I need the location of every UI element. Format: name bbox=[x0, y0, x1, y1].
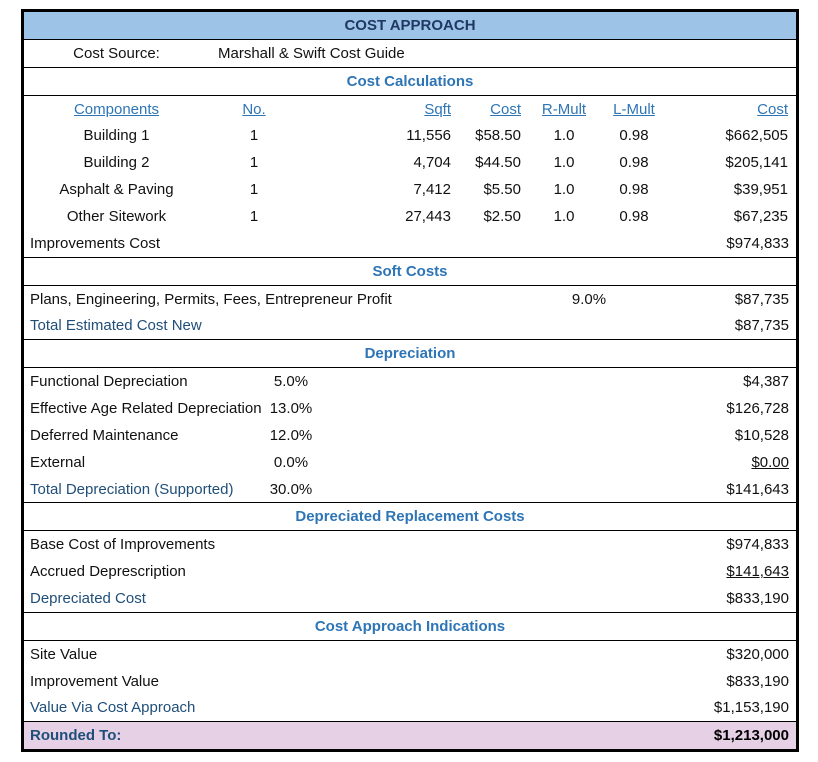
cost-approach-sheet bbox=[21, 9, 799, 752]
total-estimated-cost-new-row bbox=[24, 312, 796, 339]
section-title-text: Cost Calculations bbox=[346, 72, 474, 90]
line-total: $39,951 bbox=[733, 181, 788, 199]
replacement-label: Base Cost of Improvements bbox=[30, 536, 216, 554]
r-mult-value: 1.0 bbox=[553, 154, 575, 172]
r-mult-value: 1.0 bbox=[553, 207, 575, 225]
depreciated-cost-label: Depreciated Cost bbox=[30, 589, 146, 607]
soft-cost-value: $87,735 bbox=[734, 290, 789, 308]
quantity: 1 bbox=[249, 207, 259, 225]
component-name: Building 2 bbox=[83, 154, 150, 172]
depreciation-label: Functional Depreciation bbox=[30, 373, 188, 391]
component-name: Other Sitework bbox=[66, 207, 167, 225]
indication-label: Improvement Value bbox=[30, 672, 159, 690]
col-header-cost: Cost bbox=[490, 100, 521, 118]
total-depreciation-value: $141,643 bbox=[726, 480, 789, 498]
indication-value: $833,190 bbox=[726, 672, 789, 690]
sqft-value: 11,556 bbox=[406, 127, 451, 145]
table-row-soft-costs bbox=[24, 286, 796, 313]
sqft-value: 7,412 bbox=[413, 181, 451, 199]
section-title-text: Depreciation bbox=[364, 345, 456, 363]
depreciation-percent: 12.0% bbox=[269, 426, 313, 444]
quantity: 1 bbox=[249, 154, 259, 172]
unit-cost: $2.50 bbox=[483, 207, 521, 225]
l-mult-value: 0.98 bbox=[619, 207, 649, 225]
component-name: Building 1 bbox=[83, 127, 150, 145]
section-title-text: Cost Approach Indications bbox=[314, 617, 506, 635]
r-mult-value: 1.0 bbox=[553, 181, 575, 199]
col-header-sqft: Sqft bbox=[424, 100, 451, 118]
col-header-total-cost: Cost bbox=[757, 100, 788, 118]
unit-cost: $58.50 bbox=[475, 127, 521, 145]
section-title-cost-calculations bbox=[24, 67, 796, 96]
unit-cost: $5.50 bbox=[483, 181, 521, 199]
indication-label: Site Value bbox=[30, 645, 98, 663]
improvements-cost-value: $974,833 bbox=[726, 234, 789, 252]
depreciation-percent: 0.0% bbox=[273, 453, 309, 471]
section-title-depreciated-replacement-costs bbox=[24, 502, 796, 531]
rounded-to-value: $1,213,000 bbox=[713, 727, 789, 745]
value-via-cost-approach-row bbox=[24, 694, 796, 721]
depreciated-cost-row bbox=[24, 585, 796, 612]
value-via-cost-approach-value: $1,153,190 bbox=[713, 699, 789, 717]
sqft-value: 27,443 bbox=[405, 207, 451, 225]
section-title-soft-costs bbox=[24, 257, 796, 286]
depreciation-label: External bbox=[30, 453, 86, 471]
l-mult-value: 0.98 bbox=[619, 127, 649, 145]
total-estimated-cost-new-label: Total Estimated Cost New bbox=[30, 317, 202, 335]
unit-cost: $44.50 bbox=[475, 154, 521, 172]
sheet-title: COST APPROACH bbox=[344, 16, 476, 34]
section-title-text: Soft Costs bbox=[372, 262, 448, 280]
line-total: $662,505 bbox=[725, 127, 788, 145]
depreciation-value: $4,387 bbox=[743, 373, 789, 391]
table-row-improvement-value bbox=[24, 668, 796, 695]
total-depreciation-label: Total Depreciation (Supported) bbox=[30, 480, 234, 498]
col-header-l-mult: L-Mult bbox=[613, 100, 655, 118]
depreciation-value: $0.00 bbox=[751, 453, 789, 471]
indication-value: $320,000 bbox=[726, 645, 789, 663]
quantity: 1 bbox=[249, 181, 259, 199]
table-row-base-cost bbox=[24, 531, 796, 558]
total-depreciation-row bbox=[24, 476, 796, 503]
cost-source-row bbox=[24, 40, 796, 67]
line-total: $205,141 bbox=[725, 154, 788, 172]
table-row-other-sitework bbox=[24, 203, 796, 230]
l-mult-value: 0.98 bbox=[619, 181, 649, 199]
col-header-r-mult: R-Mult bbox=[541, 100, 587, 118]
col-header-components: Components bbox=[73, 100, 160, 118]
section-title-text: Depreciated Replacement Costs bbox=[295, 508, 525, 526]
depreciation-label: Effective Age Related Depreciation bbox=[30, 399, 262, 417]
improvements-cost-label: Improvements Cost bbox=[30, 234, 161, 252]
table-row-asphalt-paving bbox=[24, 176, 796, 203]
depreciation-percent: 5.0% bbox=[273, 373, 309, 391]
rounded-to-label: Rounded To: bbox=[30, 727, 122, 745]
line-total: $67,235 bbox=[733, 207, 788, 225]
table-row-accrued-depreciation bbox=[24, 558, 796, 585]
table-row-functional-depreciation bbox=[24, 368, 796, 395]
depreciation-value: $10,528 bbox=[734, 426, 789, 444]
sheet-title-row bbox=[24, 12, 796, 40]
table-row-effective-age-depreciation bbox=[24, 395, 796, 422]
cost-source-label: Cost Source: bbox=[73, 44, 160, 62]
component-name: Asphalt & Paving bbox=[59, 181, 174, 199]
quantity: 1 bbox=[249, 127, 259, 145]
table-row-site-value bbox=[24, 641, 796, 668]
r-mult-value: 1.0 bbox=[553, 127, 575, 145]
rounded-to-row bbox=[24, 721, 796, 749]
table-row-deferred-maintenance bbox=[24, 422, 796, 449]
section-title-cost-approach-indications bbox=[24, 612, 796, 641]
calc-header-row bbox=[24, 96, 796, 123]
total-estimated-cost-new-value: $87,735 bbox=[734, 317, 789, 335]
depreciation-value: $126,728 bbox=[726, 399, 789, 417]
soft-cost-percent: 9.0% bbox=[571, 290, 607, 308]
l-mult-value: 0.98 bbox=[619, 154, 649, 172]
section-title-depreciation bbox=[24, 339, 796, 368]
sqft-value: 4,704 bbox=[413, 154, 451, 172]
improvements-cost-row bbox=[24, 230, 796, 257]
soft-cost-label: Plans, Engineering, Permits, Fees, Entrepreneur Profit bbox=[30, 290, 392, 308]
depreciation-label: Deferred Maintenance bbox=[30, 426, 179, 444]
depreciation-percent: 13.0% bbox=[269, 399, 313, 417]
col-header-no: No. bbox=[242, 100, 266, 118]
replacement-label: Accrued Deprescription bbox=[30, 563, 186, 581]
value-via-cost-approach-label: Value Via Cost Approach bbox=[30, 699, 196, 717]
table-row-building-2 bbox=[24, 149, 796, 176]
depreciated-cost-value: $833,190 bbox=[726, 589, 789, 607]
table-row-external-depreciation bbox=[24, 449, 796, 476]
replacement-value: $141,643 bbox=[726, 563, 789, 581]
total-depreciation-percent: 30.0% bbox=[269, 480, 313, 498]
table-row-building-1 bbox=[24, 122, 796, 149]
cost-source-value: Marshall & Swift Cost Guide bbox=[218, 44, 405, 62]
replacement-value: $974,833 bbox=[726, 536, 789, 554]
